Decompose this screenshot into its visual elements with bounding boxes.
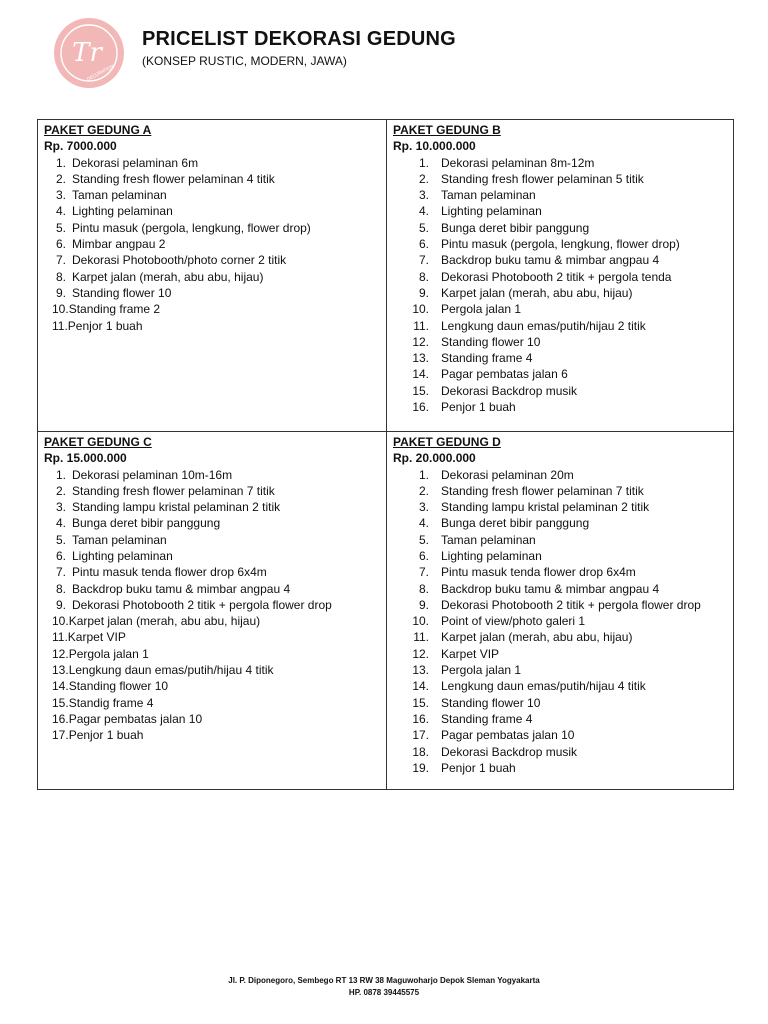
item-text: Bunga deret bibir panggung [441,220,590,235]
item-text: Backdrop buku tamu & mimbar angpau 4 [72,581,291,596]
item-text: Dekorasi Photobooth/photo corner 2 titik [72,253,287,268]
list-item [44,318,380,334]
item-number: 14. [412,367,429,382]
list-item [393,760,727,776]
list-item [393,236,727,252]
item-text: Standing flower 10 [68,679,169,694]
list-item [393,187,727,203]
item-number: 13. [412,351,429,366]
list-item [393,203,727,219]
item-number: 3. [418,500,429,515]
item-text: Pagar pembatas jalan 10 [441,728,575,743]
item-text: Pergola jalan 1 [441,302,522,317]
item-text: Lighting pelaminan [72,204,173,219]
item-number: 4. [418,516,429,531]
list-item [393,171,727,187]
list-item [393,515,727,531]
package-title: PAKET GEDUNG C [44,434,152,449]
item-text: Lighting pelaminan [441,549,542,563]
item-text: Backdrop buku tamu & mimbar angpau 4 [441,581,660,596]
item-number: 11. [52,318,68,333]
list-item [44,220,380,236]
list-item [393,350,727,366]
item-number: 6. [55,549,66,563]
list-item [393,711,727,727]
item-text: Standing frame 4 [441,351,533,366]
item-text: Pergola jalan 1 [441,663,522,678]
item-text: Standing fresh flower pelaminan 7 titik [441,483,644,498]
item-text: Karpet jalan (merah, abu abu, hijau) [441,285,633,300]
list-item [44,187,380,203]
item-text: Backdrop buku tamu & mimbar angpau 4 [441,253,660,268]
item-text: Standig frame 4 [68,695,154,710]
list-item [393,499,727,515]
item-number: 14. [412,679,429,694]
package-items [44,155,380,334]
item-number: 9. [418,597,429,612]
item-number: 1. [418,155,429,170]
item-text: Penjor 1 buah [68,728,144,743]
item-number: 3. [55,188,66,203]
footer-phone: HP. 0878 39445575 [348,988,420,997]
list-item [393,629,727,645]
item-number: 15. [412,695,429,710]
item-number: 2. [55,171,66,186]
item-text: Bunga deret bibir panggung [441,516,590,531]
list-item [393,678,727,694]
item-number: 7. [418,565,429,580]
item-text: Taman pelaminan [72,188,167,203]
item-number: 3. [55,500,66,515]
list-item [44,269,380,285]
item-text: Taman pelaminan [441,532,536,547]
item-text: Pintu masuk (pergola, lengkung, flower drop) [441,237,680,252]
item-number: 2. [418,483,429,498]
item-number: 11. [413,318,429,333]
item-number: 8. [55,581,66,596]
item-text: Karpet jalan (merah, abu abu, hijau) [72,269,264,284]
list-item [44,532,380,548]
list-item [44,301,380,317]
item-number: 6. [55,237,66,252]
item-text: Dekorasi pelaminan 8m-12m [441,155,595,170]
list-item [393,252,727,268]
item-number: 10. [412,614,429,629]
logo [54,18,124,88]
item-number: 1. [55,467,66,482]
item-text: Lengkung daun emas/putih/hijau 4 titik [441,679,646,694]
list-item [44,548,380,564]
item-number: 5. [418,220,429,235]
package-items [393,467,727,777]
item-text: Pergola jalan 1 [68,646,149,661]
item-text: Standing flower 10 [72,285,172,300]
list-item [393,285,727,301]
item-text: Penjor 1 buah [441,760,516,775]
logo-mark-icon [54,18,124,88]
item-number: 15. [412,383,429,398]
item-text: Dekorasi pelaminan 10m-16m [72,467,233,482]
list-item [393,532,727,548]
item-number: 5. [418,532,429,547]
list-item [393,301,727,317]
item-number: 5. [55,532,66,547]
list-item [44,171,380,187]
item-text: Dekorasi pelaminan 6m [72,155,199,170]
item-text: Dekorasi Backdrop musik [441,744,578,759]
list-item [44,285,380,301]
item-text: Pagar pembatas jalan 10 [68,711,203,726]
list-item [44,155,380,171]
item-number: 3. [418,188,429,203]
item-number: 12. [412,334,429,349]
footer-address: Jl. P. Diponegoro, Sembego RT 13 RW 38 Maguwoharjo Depok Sleman Yogyakarta [228,976,540,985]
package-cell-a [38,120,387,432]
item-number: 10. [52,302,69,317]
list-item [393,467,727,483]
item-text: Lighting pelaminan [441,204,542,219]
list-item [44,499,380,515]
item-text: Standing fresh flower pelaminan 7 titik [72,483,275,498]
list-item [393,695,727,711]
item-text: Point of view/photo galeri 1 [441,614,586,629]
list-item [393,220,727,236]
item-number: 17. [52,728,69,743]
list-item [44,467,380,483]
package-cell-b [387,120,734,432]
list-item [44,613,380,629]
item-text: Dekorasi Photobooth 2 titik + pergola tenda [441,269,672,284]
item-number: 16. [412,711,429,726]
item-text: Pagar pembatas jalan 6 [441,367,568,382]
item-number: 4. [55,204,66,219]
list-item [393,155,727,171]
item-number: 16. [52,711,69,726]
list-item [393,366,727,382]
item-text: Karpet jalan (merah, abu abu, hijau) [441,630,633,645]
list-item [44,236,380,252]
item-text: Bunga deret bibir panggung [72,516,221,531]
item-number: 13. [52,663,69,678]
item-number: 7. [55,253,66,268]
list-item [44,564,380,580]
item-text: Penjor 1 buah [67,318,143,333]
list-item [44,646,380,662]
list-item [44,203,380,219]
item-number: 11. [413,630,429,645]
item-text: Dekorasi Backdrop musik [441,383,578,398]
item-number: 16. [412,400,429,415]
item-number: 15. [52,695,69,710]
item-text: Penjor 1 buah [441,400,516,415]
list-item [393,334,727,350]
item-number: 8. [418,269,429,284]
item-number: 4. [55,516,66,531]
list-item [44,597,380,613]
item-number: 8. [55,269,66,284]
item-number: 19. [412,760,429,775]
item-number: 1. [55,155,66,170]
item-number: 17. [412,728,429,743]
item-text: Pintu masuk tenda flower drop 6x4m [72,565,267,580]
logo-monogram: Tr [72,38,102,68]
item-text: Standing flower 10 [441,334,541,349]
package-cell-c [38,431,387,789]
item-number: 9. [418,285,429,300]
item-text: Standing fresh flower pelaminan 4 titik [72,171,275,186]
item-text: Standing frame 2 [68,302,161,317]
list-item [393,399,727,415]
package-items [393,155,727,416]
item-number: 10. [412,302,429,317]
item-number: 13. [412,663,429,678]
list-item [393,597,727,613]
package-price: Rp. 10.000.000 [393,139,476,154]
item-number: 9. [55,285,66,300]
item-number: 5. [55,220,66,235]
item-text: Pintu masuk tenda flower drop 6x4m [441,565,636,580]
list-item [393,581,727,597]
item-number: 10. [52,614,69,629]
item-text: Lengkung daun emas/putih/hijau 4 titik [68,663,274,678]
list-item [44,483,380,499]
item-text: Dekorasi Photobooth 2 titik + pergola flower drop [72,597,332,612]
item-text: Standing flower 10 [441,695,541,710]
list-item [44,695,380,711]
item-number: 4. [418,204,429,219]
list-item [393,662,727,678]
item-number: 6. [418,237,429,252]
package-title: PAKET GEDUNG B [393,123,501,137]
list-item [393,744,727,760]
list-item [393,383,727,399]
item-text: Karpet VIP [441,646,500,661]
package-price: Rp. 20.000.000 [393,451,476,466]
package-items [44,467,380,744]
item-text: Standing lampu kristal pelaminan 2 titik [72,500,281,515]
logo-caption: DECORATION [86,64,116,83]
list-item [393,613,727,629]
item-text: Karpet VIP [67,630,126,645]
item-number: 12. [412,646,429,661]
list-item [393,548,727,564]
item-number: 7. [418,253,429,268]
package-title: PAKET GEDUNG D [393,434,501,449]
list-item [44,515,380,531]
list-item [44,678,380,694]
list-item [393,269,727,285]
item-number: 8. [418,581,429,596]
price-table [37,119,734,790]
list-item [44,662,380,678]
list-item [393,564,727,580]
item-number: 2. [418,171,429,186]
item-text: Standing frame 4 [441,711,533,726]
list-item [393,727,727,743]
item-number: 1. [418,467,429,482]
list-item [44,711,380,727]
list-item [44,581,380,597]
item-text: Dekorasi Photobooth 2 titik + pergola flower drop [441,597,701,612]
item-number: 6. [418,549,429,563]
package-price: Rp. 7000.000 [44,139,117,154]
item-number: 9. [55,597,66,612]
item-text: Standing lampu kristal pelaminan 2 titik [441,500,650,515]
page-subtitle: (KONSEP RUSTIC, MODERN, JAWA) [142,54,347,68]
item-text: Pintu masuk (pergola, lengkung, flower drop) [72,220,311,235]
item-number: 7. [55,565,66,580]
item-number: 2. [55,483,66,498]
package-title: PAKET GEDUNG A [44,123,152,137]
package-cell-d [387,431,734,789]
item-number: 18. [412,744,429,759]
item-text: Dekorasi pelaminan 20m [441,467,574,482]
list-item [44,727,380,743]
list-item [393,483,727,499]
list-item [393,646,727,662]
item-text: Standing fresh flower pelaminan 5 titik [441,171,644,186]
page-title: PRICELIST DEKORASI GEDUNG [142,28,456,50]
item-text: Taman pelaminan [441,188,536,203]
item-text: Karpet jalan (merah, abu abu, hijau) [68,614,261,629]
package-price: Rp. 15.000.000 [44,451,127,466]
item-number: 11. [52,630,68,645]
item-number: 14. [52,679,69,694]
item-text: Lighting pelaminan [72,549,173,563]
item-text: Taman pelaminan [72,532,167,547]
list-item [393,318,727,334]
item-text: Lengkung daun emas/putih/hijau 2 titik [441,318,646,333]
item-number: 12. [52,646,69,661]
list-item [44,252,380,268]
item-text: Mimbar angpau 2 [72,237,166,252]
list-item [44,629,380,645]
